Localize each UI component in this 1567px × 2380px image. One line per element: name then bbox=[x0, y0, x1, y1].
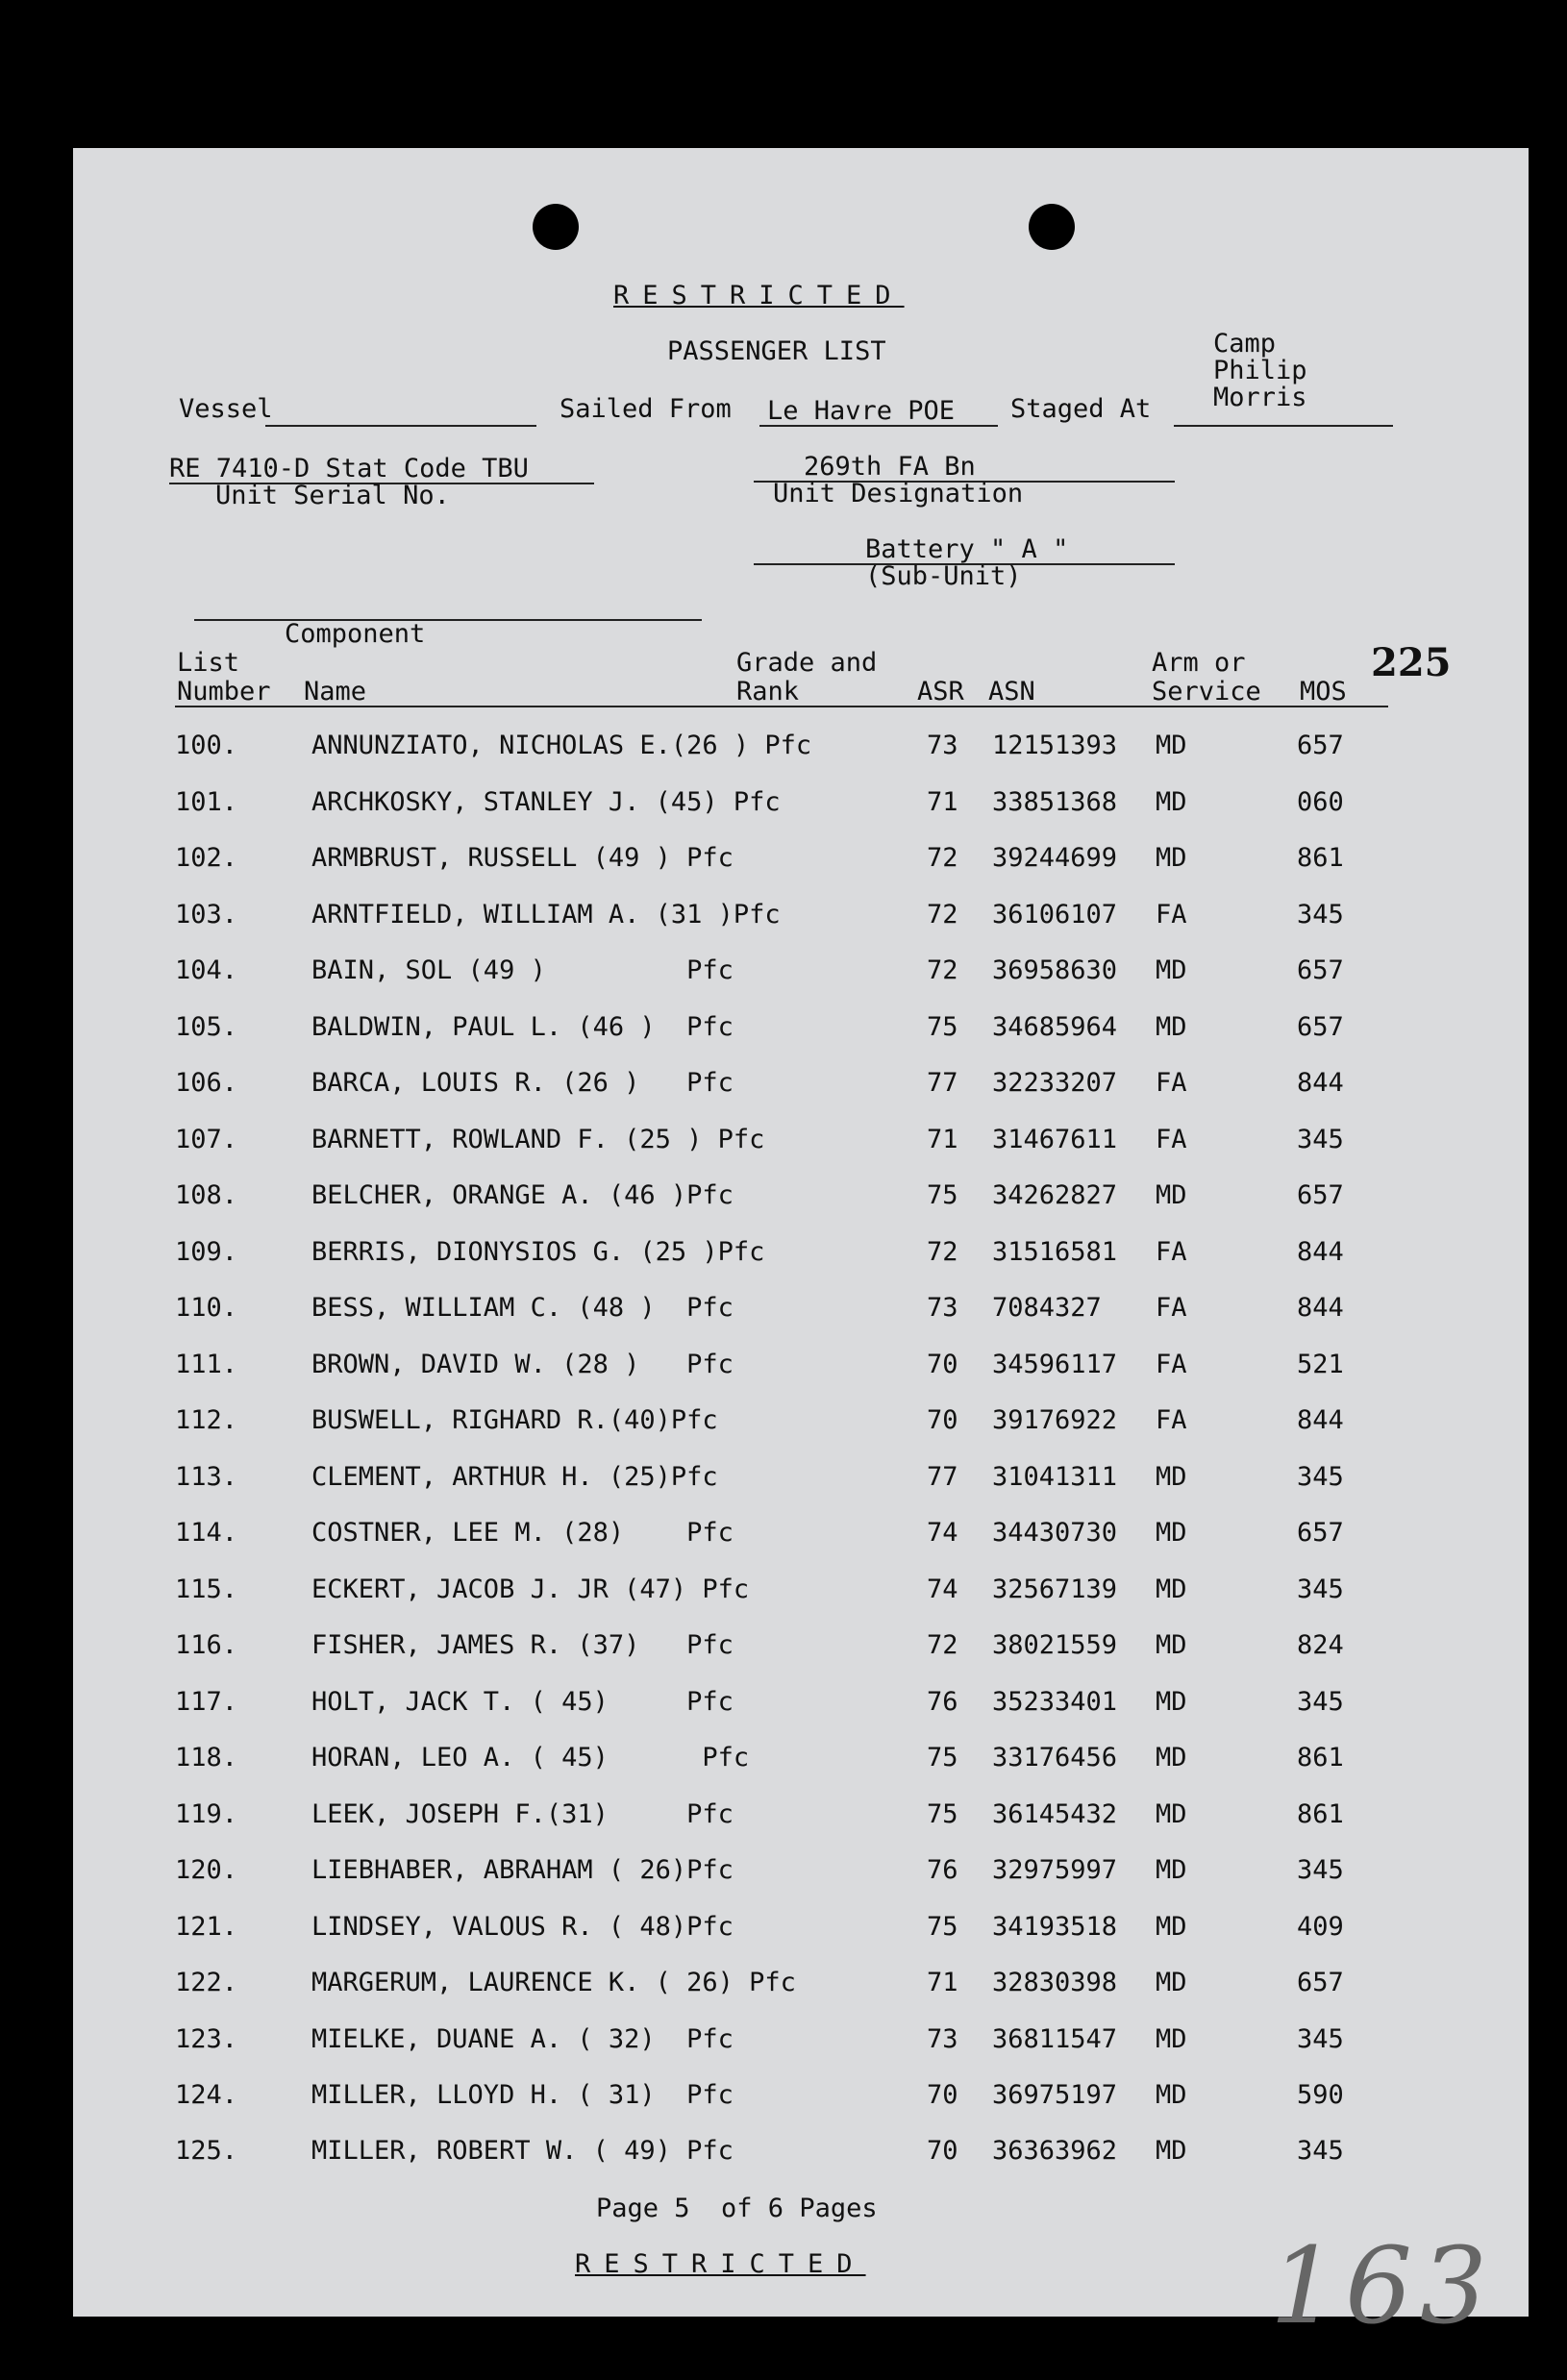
mos: 844 bbox=[1297, 1068, 1344, 1098]
passenger-name: MIELKE, DUANE A. ( 32) Pfc bbox=[311, 2024, 734, 2054]
mos: 345 bbox=[1297, 1687, 1344, 1717]
table-row bbox=[73, 1293, 1529, 1349]
passenger-name: ARMBRUST, RUSSELL (49 ) Pfc bbox=[311, 843, 734, 873]
asr: 75 bbox=[927, 1012, 958, 1042]
mos: 345 bbox=[1297, 1125, 1344, 1154]
list-number: 120. bbox=[175, 1855, 238, 1885]
col-name: Name bbox=[304, 677, 367, 707]
service: MD bbox=[1156, 731, 1187, 760]
list-number: 122. bbox=[175, 1968, 238, 1997]
passenger-name: MILLER, LLOYD H. ( 31) Pfc bbox=[311, 2080, 734, 2110]
list-number: 109. bbox=[175, 1237, 238, 1267]
list-number: 121. bbox=[175, 1912, 238, 1942]
asn: 36811547 bbox=[992, 2024, 1118, 2054]
table-row bbox=[73, 1012, 1529, 1068]
list-number: 125. bbox=[175, 2136, 238, 2166]
passenger-name: LINDSEY, VALOUS R. ( 48)Pfc bbox=[311, 1912, 734, 1942]
list-number: 106. bbox=[175, 1068, 238, 1098]
asn: 34193518 bbox=[992, 1912, 1118, 1942]
asr: 76 bbox=[927, 1687, 958, 1717]
list-number: 124. bbox=[175, 2080, 238, 2110]
mos: 824 bbox=[1297, 1630, 1344, 1660]
sailed-from-underline bbox=[759, 425, 998, 427]
staged-at-label: Staged At bbox=[1010, 394, 1152, 424]
staged-at-underline bbox=[1174, 425, 1393, 427]
passenger-name: BESS, WILLIAM C. (48 ) Pfc bbox=[311, 1293, 734, 1323]
asr: 71 bbox=[927, 1125, 958, 1154]
table-row bbox=[73, 1912, 1529, 1968]
asn: 36145432 bbox=[992, 1799, 1118, 1829]
asr: 75 bbox=[927, 1743, 958, 1773]
passenger-name: COSTNER, LEE M. (28) Pfc bbox=[311, 1518, 734, 1548]
asr: 70 bbox=[927, 1405, 958, 1435]
asn: 39176922 bbox=[992, 1405, 1118, 1435]
asn: 32975997 bbox=[992, 1855, 1118, 1885]
asr: 70 bbox=[927, 2136, 958, 2166]
page-mark: 225 bbox=[1371, 640, 1452, 685]
staged-at-line-1: Camp bbox=[1213, 329, 1277, 359]
list-number: 103. bbox=[175, 900, 238, 930]
asr: 77 bbox=[927, 1068, 958, 1098]
handwritten-number: 163 bbox=[1270, 2224, 1495, 2347]
passenger-name: BELCHER, ORANGE A. (46 )Pfc bbox=[311, 1180, 734, 1210]
asr: 76 bbox=[927, 1855, 958, 1885]
list-number: 110. bbox=[175, 1293, 238, 1323]
table-row bbox=[73, 1855, 1529, 1911]
asn: 36106107 bbox=[992, 900, 1118, 930]
mos: 844 bbox=[1297, 1237, 1344, 1267]
table-row bbox=[73, 731, 1529, 786]
table-row bbox=[73, 1350, 1529, 1405]
service: MD bbox=[1156, 955, 1187, 985]
asn: 39244699 bbox=[992, 843, 1118, 873]
passenger-name: BROWN, DAVID W. (28 ) Pfc bbox=[311, 1350, 734, 1379]
punch-hole-right bbox=[1029, 204, 1075, 250]
asr: 75 bbox=[927, 1180, 958, 1210]
mos: 657 bbox=[1297, 1968, 1344, 1997]
table-row bbox=[73, 1630, 1529, 1686]
list-number: 105. bbox=[175, 1012, 238, 1042]
passenger-name: CLEMENT, ARTHUR H. (25)Pfc bbox=[311, 1462, 718, 1492]
service: MD bbox=[1156, 1518, 1187, 1548]
passenger-name: ECKERT, JACOB J. JR (47) Pfc bbox=[311, 1574, 750, 1604]
punch-hole-left bbox=[533, 204, 579, 250]
asr: 70 bbox=[927, 1350, 958, 1379]
sub-unit-label: (Sub-Unit) bbox=[865, 561, 1022, 591]
asr: 72 bbox=[927, 843, 958, 873]
table-row bbox=[73, 1687, 1529, 1743]
passenger-name: BALDWIN, PAUL L. (46 ) Pfc bbox=[311, 1012, 734, 1042]
mos: 861 bbox=[1297, 1743, 1344, 1773]
asr: 74 bbox=[927, 1574, 958, 1604]
asr: 72 bbox=[927, 955, 958, 985]
unit-serial-label: Unit Serial No. bbox=[215, 481, 450, 510]
table-row bbox=[73, 2024, 1529, 2080]
asn: 32567139 bbox=[992, 1574, 1118, 1604]
passenger-name: LIEBHABER, ABRAHAM ( 26)Pfc bbox=[311, 1855, 734, 1885]
table-row bbox=[73, 843, 1529, 899]
passenger-name: ARNTFIELD, WILLIAM A. (31 )Pfc bbox=[311, 900, 781, 930]
service: MD bbox=[1156, 1799, 1187, 1829]
table-row bbox=[73, 1068, 1529, 1124]
passenger-name: HORAN, LEO A. ( 45) Pfc bbox=[311, 1743, 750, 1773]
vessel-label: Vessel bbox=[179, 394, 273, 424]
passenger-name: FISHER, JAMES R. (37) Pfc bbox=[311, 1630, 734, 1660]
list-number: 101. bbox=[175, 787, 238, 817]
list-number: 117. bbox=[175, 1687, 238, 1717]
asn: 31041311 bbox=[992, 1462, 1118, 1492]
table-row bbox=[73, 1518, 1529, 1574]
col-asn: ASN bbox=[988, 677, 1035, 707]
asr: 71 bbox=[927, 787, 958, 817]
mos: 345 bbox=[1297, 2024, 1344, 2054]
passenger-name: HOLT, JACK T. ( 45) Pfc bbox=[311, 1687, 734, 1717]
table-row bbox=[73, 787, 1529, 843]
asr: 72 bbox=[927, 1237, 958, 1267]
asn: 32233207 bbox=[992, 1068, 1118, 1098]
passenger-name: BUSWELL, RIGHARD R.(40)Pfc bbox=[311, 1405, 718, 1435]
service: MD bbox=[1156, 1630, 1187, 1660]
list-number: 112. bbox=[175, 1405, 238, 1435]
service: MD bbox=[1156, 1574, 1187, 1604]
mos: 590 bbox=[1297, 2080, 1344, 2110]
header-rule bbox=[175, 706, 1388, 707]
sub-unit-value: Battery " A " bbox=[865, 534, 1069, 564]
service: MD bbox=[1156, 1743, 1187, 1773]
asn: 34430730 bbox=[992, 1518, 1118, 1548]
mos: 345 bbox=[1297, 1574, 1344, 1604]
col-component: Component bbox=[285, 619, 426, 649]
service: MD bbox=[1156, 2080, 1187, 2110]
asr: 73 bbox=[927, 731, 958, 760]
list-number: 123. bbox=[175, 2024, 238, 2054]
asn: 34262827 bbox=[992, 1180, 1118, 1210]
service: FA bbox=[1156, 1237, 1187, 1267]
service: MD bbox=[1156, 1012, 1187, 1042]
mos: 409 bbox=[1297, 1912, 1344, 1942]
restricted-header: RESTRICTED bbox=[613, 281, 905, 310]
service: FA bbox=[1156, 900, 1187, 930]
asn: 12151393 bbox=[992, 731, 1118, 760]
list-number: 115. bbox=[175, 1574, 238, 1604]
document-title: PASSENGER LIST bbox=[667, 336, 886, 366]
list-number: 119. bbox=[175, 1799, 238, 1829]
passenger-name: ANNUNZIATO, NICHOLAS E.(26 ) Pfc bbox=[311, 731, 812, 760]
service: MD bbox=[1156, 787, 1187, 817]
table-row bbox=[73, 1743, 1529, 1798]
table-row bbox=[73, 955, 1529, 1011]
table-row bbox=[73, 2080, 1529, 2136]
table-row bbox=[73, 2136, 1529, 2192]
table-row bbox=[73, 1180, 1529, 1236]
page-count: Page 5 of 6 Pages bbox=[596, 2194, 878, 2223]
list-number: 100. bbox=[175, 731, 238, 760]
document-page bbox=[73, 148, 1529, 2347]
col-rank: Rank bbox=[736, 677, 800, 707]
mos: 844 bbox=[1297, 1405, 1344, 1435]
list-number: 108. bbox=[175, 1180, 238, 1210]
table-row bbox=[73, 1462, 1529, 1518]
asr: 75 bbox=[927, 1912, 958, 1942]
col-arm: Arm or bbox=[1152, 648, 1246, 678]
col-mos: MOS bbox=[1300, 677, 1347, 707]
staged-at-line-2: Philip bbox=[1213, 356, 1307, 385]
asn: 36975197 bbox=[992, 2080, 1118, 2110]
service: MD bbox=[1156, 2136, 1187, 2166]
restricted-footer: RESTRICTED bbox=[575, 2249, 866, 2279]
service: MD bbox=[1156, 1462, 1187, 1492]
passenger-name: ARCHKOSKY, STANLEY J. (45) Pfc bbox=[311, 787, 781, 817]
service: MD bbox=[1156, 1968, 1187, 1997]
service: FA bbox=[1156, 1125, 1187, 1154]
service: MD bbox=[1156, 843, 1187, 873]
asr: 71 bbox=[927, 1968, 958, 1997]
list-number: 118. bbox=[175, 1743, 238, 1773]
unit-designation-label: Unit Designation bbox=[773, 479, 1024, 508]
mos: 861 bbox=[1297, 843, 1344, 873]
asn: 38021559 bbox=[992, 1630, 1118, 1660]
passenger-name: BARCA, LOUIS R. (26 ) Pfc bbox=[311, 1068, 734, 1098]
passenger-name: BAIN, SOL (49 ) Pfc bbox=[311, 955, 734, 985]
component-rule bbox=[194, 619, 702, 621]
mos: 657 bbox=[1297, 955, 1344, 985]
asn: 34596117 bbox=[992, 1350, 1118, 1379]
asr: 75 bbox=[927, 1799, 958, 1829]
asr: 72 bbox=[927, 900, 958, 930]
unit-designation-value: 269th FA Bn bbox=[804, 452, 976, 482]
mos: 345 bbox=[1297, 1462, 1344, 1492]
mos: 060 bbox=[1297, 787, 1344, 817]
table-row bbox=[73, 900, 1529, 955]
service: MD bbox=[1156, 1180, 1187, 1210]
passenger-name: MILLER, ROBERT W. ( 49) Pfc bbox=[311, 2136, 734, 2166]
table-row bbox=[73, 1574, 1529, 1630]
list-number: 113. bbox=[175, 1462, 238, 1492]
service: MD bbox=[1156, 1855, 1187, 1885]
list-number: 102. bbox=[175, 843, 238, 873]
mos: 657 bbox=[1297, 1518, 1344, 1548]
mos: 657 bbox=[1297, 731, 1344, 760]
asr: 73 bbox=[927, 1293, 958, 1323]
col-grade: Grade and bbox=[736, 648, 878, 678]
sailed-from-value: Le Havre POE bbox=[767, 396, 956, 426]
service: FA bbox=[1156, 1068, 1187, 1098]
asr: 72 bbox=[927, 1630, 958, 1660]
asn: 32830398 bbox=[992, 1968, 1118, 1997]
service: FA bbox=[1156, 1293, 1187, 1323]
asn: 33176456 bbox=[992, 1743, 1118, 1773]
table-row bbox=[73, 1799, 1529, 1855]
asr: 70 bbox=[927, 2080, 958, 2110]
asn: 36363962 bbox=[992, 2136, 1118, 2166]
col-number: Number bbox=[177, 677, 271, 707]
passenger-name: BERRIS, DIONYSIOS G. (25 )Pfc bbox=[311, 1237, 765, 1267]
service: FA bbox=[1156, 1350, 1187, 1379]
list-number: 107. bbox=[175, 1125, 238, 1154]
staged-at-line-3: Morris bbox=[1213, 383, 1307, 412]
passenger-name: BARNETT, ROWLAND F. (25 ) Pfc bbox=[311, 1125, 765, 1154]
asn: 36958630 bbox=[992, 955, 1118, 985]
service: MD bbox=[1156, 1687, 1187, 1717]
asn: 31516581 bbox=[992, 1237, 1118, 1267]
list-number: 104. bbox=[175, 955, 238, 985]
asn: 34685964 bbox=[992, 1012, 1118, 1042]
service: FA bbox=[1156, 1405, 1187, 1435]
list-number: 114. bbox=[175, 1518, 238, 1548]
passenger-name: LEEK, JOSEPH F.(31) Pfc bbox=[311, 1799, 734, 1829]
asn: 35233401 bbox=[992, 1687, 1118, 1717]
list-number: 116. bbox=[175, 1630, 238, 1660]
mos: 345 bbox=[1297, 900, 1344, 930]
col-list: List bbox=[177, 648, 240, 678]
table-row bbox=[73, 1968, 1529, 2023]
asr: 77 bbox=[927, 1462, 958, 1492]
unit-serial-value: RE 7410-D Stat Code TBU bbox=[169, 454, 529, 483]
asn: 31467611 bbox=[992, 1125, 1118, 1154]
passenger-name: MARGERUM, LAURENCE K. ( 26) Pfc bbox=[311, 1968, 796, 1997]
col-service: Service bbox=[1152, 677, 1261, 707]
table-row bbox=[73, 1125, 1529, 1180]
sailed-from-label: Sailed From bbox=[560, 394, 732, 424]
mos: 844 bbox=[1297, 1293, 1344, 1323]
mos: 861 bbox=[1297, 1799, 1344, 1829]
mos: 345 bbox=[1297, 2136, 1344, 2166]
table-row bbox=[73, 1405, 1529, 1461]
mos: 657 bbox=[1297, 1012, 1344, 1042]
asr: 73 bbox=[927, 2024, 958, 2054]
mos: 657 bbox=[1297, 1180, 1344, 1210]
asr: 74 bbox=[927, 1518, 958, 1548]
list-number: 111. bbox=[175, 1350, 238, 1379]
col-asr: ASR bbox=[917, 677, 964, 707]
asn: 33851368 bbox=[992, 787, 1118, 817]
service: MD bbox=[1156, 1912, 1187, 1942]
service: MD bbox=[1156, 2024, 1187, 2054]
vessel-blank bbox=[265, 425, 536, 427]
mos: 521 bbox=[1297, 1350, 1344, 1379]
asn: 7084327 bbox=[992, 1293, 1102, 1323]
mos: 345 bbox=[1297, 1855, 1344, 1885]
table-row bbox=[73, 1237, 1529, 1293]
